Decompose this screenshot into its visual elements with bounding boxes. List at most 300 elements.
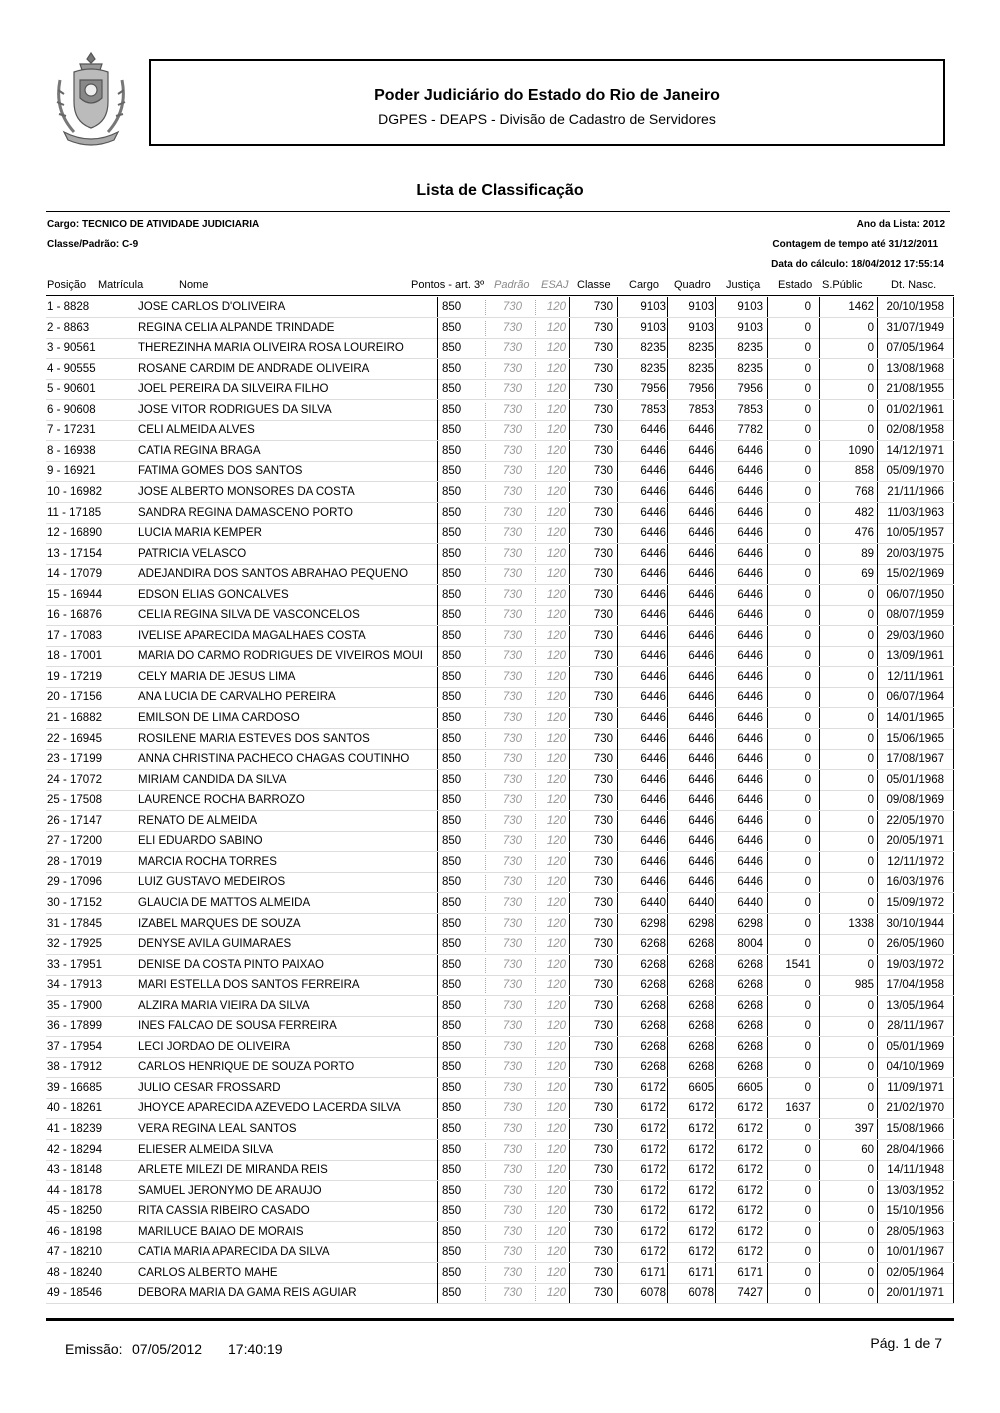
- cell-esaj: 120: [546, 568, 566, 581]
- cell-nome: JOSE ALBERTO MONSORES DA COSTA: [138, 485, 355, 498]
- column-separator: [437, 1160, 438, 1181]
- column-separator: [667, 318, 668, 339]
- cell-cargo: 6172: [640, 1143, 666, 1156]
- ano-lista: Ano da Lista: 2012: [856, 219, 945, 230]
- cell-classe: 730: [593, 629, 613, 642]
- cell-posicao: 19 - 17219: [47, 670, 102, 683]
- column-separator: [569, 1263, 570, 1284]
- cell-posicao: 43 - 18148: [47, 1164, 102, 1177]
- column-separator: [877, 893, 878, 914]
- cell-quadro: 6446: [688, 609, 714, 622]
- cell-cargo: 7853: [640, 403, 666, 416]
- column-separator: [617, 297, 618, 318]
- cell-nome: CELY MARIA DE JESUS LIMA: [138, 670, 296, 683]
- cell-quadro: 6172: [688, 1184, 714, 1197]
- cell-cargo: 6172: [640, 1184, 666, 1197]
- column-separator: [953, 646, 954, 667]
- cell-padrao: 730: [502, 938, 522, 951]
- contagem-tempo: Contagem de tempo até 31/12/2011: [772, 239, 938, 250]
- column-separator-dotted: [535, 464, 536, 479]
- column-separator: [437, 831, 438, 852]
- column-separator: [569, 297, 570, 318]
- column-separator: [953, 461, 954, 482]
- cell-spublic: 0: [867, 958, 874, 971]
- cell-pontos: 850: [442, 876, 462, 889]
- cell-nome: JULIO CESAR FROSSARD: [138, 1081, 281, 1094]
- column-separator-dotted: [485, 1143, 486, 1158]
- cell-spublic: 1338: [848, 917, 874, 930]
- column-separator: [569, 503, 570, 524]
- column-separator: [877, 482, 878, 503]
- column-separator: [819, 359, 820, 380]
- column-separator-dotted: [535, 1245, 536, 1260]
- column-separator: [715, 1016, 716, 1037]
- cell-dtnasc: 10/05/1957: [886, 527, 944, 540]
- cell-classe: 730: [593, 835, 613, 848]
- column-separator: [715, 482, 716, 503]
- cell-pontos: 850: [442, 1081, 462, 1094]
- column-separator-dotted: [485, 670, 486, 685]
- cell-esaj: 120: [546, 896, 566, 909]
- cell-esaj: 120: [546, 814, 566, 827]
- cell-quadro: 6440: [688, 896, 714, 909]
- column-separator: [437, 503, 438, 524]
- column-separator: [819, 400, 820, 421]
- column-separator: [953, 1242, 954, 1263]
- cell-dtnasc: 14/01/1965: [886, 712, 944, 724]
- column-separator-dotted: [535, 321, 536, 336]
- column-separator: [715, 687, 716, 708]
- cell-cargo: 6268: [640, 1061, 666, 1074]
- data-calculo: Data do cálculo: 18/04/2012 17:55:14: [771, 259, 944, 270]
- column-separator: [437, 420, 438, 441]
- cell-cargo: 6268: [640, 1040, 666, 1053]
- cell-classe: 730: [593, 1205, 613, 1218]
- cell-classe: 730: [593, 1184, 613, 1197]
- cell-justica: 6171: [737, 1266, 763, 1279]
- table-row: [0, 379, 1000, 400]
- cell-justica: 6446: [737, 855, 763, 868]
- cell-posicao: 30 - 17152: [47, 896, 102, 909]
- column-separator: [953, 482, 954, 503]
- column-separator: [569, 1119, 570, 1140]
- column-separator: [569, 646, 570, 667]
- cell-quadro: 6446: [688, 588, 714, 601]
- column-separator: [617, 1119, 618, 1140]
- column-separator: [667, 338, 668, 359]
- cell-padrao: 730: [502, 527, 522, 540]
- column-separator: [569, 1057, 570, 1078]
- column-separator-dotted: [485, 917, 486, 932]
- cell-estado: 0: [804, 938, 811, 951]
- column-separator: [617, 482, 618, 503]
- cell-spublic: 0: [867, 855, 874, 868]
- column-separator: [953, 996, 954, 1017]
- cell-classe: 730: [593, 403, 613, 416]
- cell-posicao: 35 - 17900: [47, 999, 102, 1012]
- cell-esaj: 120: [546, 1246, 566, 1259]
- cell-posicao: 11 - 17185: [47, 506, 102, 519]
- cell-nome: VERA REGINA LEAL SANTOS: [138, 1123, 297, 1135]
- cell-pontos: 850: [442, 465, 462, 478]
- cell-padrao: 730: [502, 917, 522, 930]
- column-separator: [667, 996, 668, 1017]
- cell-estado: 0: [804, 876, 811, 889]
- column-separator: [767, 852, 768, 873]
- cell-posicao: 7 - 17231: [47, 424, 96, 437]
- column-separator: [617, 420, 618, 441]
- table-row: [0, 482, 1000, 503]
- column-separator: [819, 1222, 820, 1243]
- cell-esaj: 120: [546, 547, 566, 560]
- cell-nome: RITA CASSIA RIBEIRO CASADO: [138, 1205, 310, 1218]
- cell-quadro: 6446: [688, 855, 714, 868]
- cell-esaj: 120: [546, 301, 566, 313]
- cell-posicao: 46 - 18198: [47, 1225, 102, 1238]
- cell-justica: 8004: [737, 938, 763, 951]
- cell-classe: 730: [593, 342, 613, 355]
- cell-dtnasc: 11/03/1963: [887, 506, 944, 519]
- cell-pontos: 850: [442, 732, 462, 745]
- cell-estado: 0: [804, 588, 811, 601]
- cell-pontos: 850: [442, 794, 462, 807]
- column-separator: [819, 996, 820, 1017]
- cell-nome: DENYSE AVILA GUIMARAES: [138, 938, 292, 951]
- column-separator: [953, 297, 954, 318]
- cell-classe: 730: [593, 321, 613, 334]
- cell-nome: LUCIA MARIA KEMPER: [138, 527, 262, 540]
- column-separator-dotted: [485, 978, 486, 993]
- cell-posicao: 14 - 17079: [47, 568, 102, 581]
- cell-dtnasc: 15/06/1965: [886, 732, 944, 745]
- cell-esaj: 120: [546, 1081, 566, 1094]
- cell-quadro: 6446: [688, 773, 714, 786]
- column-separator-dotted: [485, 526, 486, 541]
- column-separator: [877, 1201, 878, 1222]
- cell-dtnasc: 21/11/1966: [887, 485, 944, 498]
- column-separator: [437, 1222, 438, 1243]
- table-row: [0, 605, 1000, 626]
- column-separator: [617, 955, 618, 976]
- cell-dtnasc: 11/09/1971: [887, 1081, 944, 1094]
- cell-pontos: 850: [442, 362, 462, 375]
- column-separator-dotted: [485, 834, 486, 849]
- cell-spublic: 0: [867, 342, 874, 355]
- cell-pontos: 850: [442, 403, 462, 416]
- column-separator: [715, 1181, 716, 1202]
- column-separator: [617, 1283, 618, 1304]
- cell-quadro: 6446: [688, 444, 714, 457]
- cell-cargo: 6078: [640, 1287, 666, 1300]
- column-separator: [667, 1160, 668, 1181]
- cell-pontos: 850: [442, 444, 462, 457]
- cell-quadro: 6446: [688, 506, 714, 519]
- cell-padrao: 730: [502, 712, 522, 724]
- cell-justica: 6172: [737, 1143, 763, 1156]
- column-separator: [617, 729, 618, 750]
- column-separator: [667, 1057, 668, 1078]
- cell-justica: 6446: [737, 835, 763, 848]
- table-row: [0, 523, 1000, 544]
- column-separator-dotted: [535, 403, 536, 418]
- cell-quadro: 6446: [688, 568, 714, 581]
- cell-dtnasc: 19/03/1972: [886, 958, 944, 971]
- cell-pontos: 850: [442, 814, 462, 827]
- column-separator: [953, 975, 954, 996]
- column-separator: [715, 1263, 716, 1284]
- column-separator: [819, 1119, 820, 1140]
- cell-spublic: 985: [854, 979, 874, 992]
- cell-spublic: 0: [867, 321, 874, 334]
- cell-esaj: 120: [546, 1287, 566, 1300]
- cell-classe: 730: [593, 691, 613, 704]
- column-separator: [715, 1098, 716, 1119]
- cell-pontos: 850: [442, 342, 462, 355]
- column-separator-dotted: [485, 1019, 486, 1034]
- cell-esaj: 120: [546, 1061, 566, 1074]
- column-separator: [617, 544, 618, 565]
- organization-name: Poder Judiciário do Estado do Rio de Janeiro: [374, 87, 720, 104]
- cell-spublic: 0: [867, 1184, 874, 1197]
- cell-quadro: 6171: [688, 1266, 714, 1279]
- column-separator: [767, 318, 768, 339]
- column-separator: [953, 1181, 954, 1202]
- cell-quadro: 8235: [688, 342, 714, 355]
- column-separator: [569, 1242, 570, 1263]
- cell-justica: 6605: [737, 1081, 763, 1094]
- column-separator: [953, 523, 954, 544]
- cell-pontos: 850: [442, 1020, 462, 1033]
- column-separator: [617, 1222, 618, 1243]
- column-separator: [953, 811, 954, 832]
- column-separator: [877, 729, 878, 750]
- cell-justica: 6172: [737, 1123, 763, 1135]
- cell-classe: 730: [593, 1102, 613, 1115]
- cell-esaj: 120: [546, 342, 566, 355]
- cell-padrao: 730: [502, 1040, 522, 1053]
- column-separator: [667, 482, 668, 503]
- cell-classe: 730: [593, 855, 613, 868]
- cell-cargo: 6446: [640, 670, 666, 683]
- cell-spublic: 0: [867, 670, 874, 683]
- column-separator: [667, 1098, 668, 1119]
- column-separator: [877, 687, 878, 708]
- cell-padrao: 730: [502, 1205, 522, 1218]
- column-separator-dotted: [485, 1184, 486, 1199]
- cell-classe: 730: [593, 1143, 613, 1156]
- column-separator: [617, 1098, 618, 1119]
- cell-justica: 6446: [737, 465, 763, 478]
- column-separator: [877, 770, 878, 791]
- column-separator-dotted: [485, 711, 486, 726]
- column-separator: [877, 996, 878, 1017]
- table-row: [0, 1181, 1000, 1202]
- column-separator: [667, 687, 668, 708]
- footer-divider: [46, 1318, 954, 1321]
- cell-esaj: 120: [546, 958, 566, 971]
- column-separator-dotted: [535, 1019, 536, 1034]
- cell-dtnasc: 28/04/1966: [886, 1143, 944, 1156]
- cell-classe: 730: [593, 773, 613, 786]
- cell-cargo: 6446: [640, 691, 666, 704]
- cell-dtnasc: 13/09/1961: [886, 650, 944, 663]
- cell-nome: ADEJANDIRA DOS SANTOS ABRAHAO PEQUENO: [138, 568, 409, 581]
- cell-cargo: 6446: [640, 876, 666, 889]
- cell-nome: IZABEL MARQUES DE SOUZA: [138, 917, 301, 930]
- cell-quadro: 6078: [688, 1287, 714, 1300]
- cell-spublic: 0: [867, 732, 874, 745]
- column-separator: [819, 1016, 820, 1037]
- column-separator: [953, 749, 954, 770]
- cell-cargo: 6446: [640, 506, 666, 519]
- cell-posicao: 16 - 16876: [47, 609, 102, 622]
- cell-classe: 730: [593, 1266, 613, 1279]
- column-separator: [667, 461, 668, 482]
- column-separator: [715, 729, 716, 750]
- cell-justica: 7956: [737, 383, 763, 396]
- column-separator: [715, 564, 716, 585]
- column-separator: [437, 585, 438, 606]
- column-separator: [715, 1242, 716, 1263]
- cell-cargo: 6446: [640, 753, 666, 766]
- column-separator: [667, 297, 668, 318]
- cell-padrao: 730: [502, 753, 522, 766]
- cell-justica: 6446: [737, 629, 763, 642]
- table-row: [0, 318, 1000, 339]
- column-separator-dotted: [535, 1101, 536, 1116]
- column-separator-dotted: [535, 444, 536, 459]
- cell-classe: 730: [593, 1081, 613, 1094]
- cell-esaj: 120: [546, 629, 566, 642]
- cell-posicao: 33 - 17951: [47, 958, 102, 971]
- cell-pontos: 850: [442, 1225, 462, 1238]
- cell-esaj: 120: [546, 938, 566, 951]
- table-row: [0, 420, 1000, 441]
- col-quadro: Quadro: [674, 279, 711, 291]
- cell-pontos: 850: [442, 506, 462, 519]
- column-separator: [953, 1201, 954, 1222]
- column-separator: [437, 749, 438, 770]
- column-separator: [877, 461, 878, 482]
- column-separator: [715, 667, 716, 688]
- cell-nome: ROSILENE MARIA ESTEVES DOS SANTOS: [138, 732, 370, 745]
- cell-esaj: 120: [546, 1020, 566, 1033]
- cell-posicao: 31 - 17845: [47, 917, 102, 930]
- column-separator: [569, 420, 570, 441]
- column-separator-dotted: [485, 793, 486, 808]
- column-separator: [437, 359, 438, 380]
- column-separator: [953, 1160, 954, 1181]
- cell-padrao: 730: [502, 485, 522, 498]
- column-separator: [667, 1242, 668, 1263]
- column-separator: [953, 872, 954, 893]
- cell-estado: 0: [804, 855, 811, 868]
- table-row: [0, 770, 1000, 791]
- cell-padrao: 730: [502, 403, 522, 416]
- column-separator: [715, 359, 716, 380]
- column-separator: [569, 831, 570, 852]
- cell-nome: SANDRA REGINA DAMASCENO PORTO: [138, 506, 353, 519]
- column-separator: [437, 523, 438, 544]
- column-separator: [877, 1037, 878, 1058]
- column-separator: [877, 1140, 878, 1161]
- table-row: [0, 667, 1000, 688]
- cell-estado: 0: [804, 1184, 811, 1197]
- cell-pontos: 850: [442, 958, 462, 971]
- cell-cargo: 6172: [640, 1205, 666, 1218]
- cell-posicao: 20 - 17156: [47, 691, 102, 704]
- column-separator: [715, 338, 716, 359]
- cell-justica: 8235: [737, 362, 763, 375]
- column-separator-dotted: [535, 1081, 536, 1096]
- cell-classe: 730: [593, 917, 613, 930]
- column-separator: [819, 646, 820, 667]
- cell-padrao: 730: [502, 1123, 522, 1135]
- column-separator-dotted: [535, 567, 536, 582]
- table-row: [0, 749, 1000, 770]
- column-separator: [953, 852, 954, 873]
- column-separator: [667, 585, 668, 606]
- column-separator: [953, 1119, 954, 1140]
- column-separator: [877, 605, 878, 626]
- cell-padrao: 730: [502, 547, 522, 560]
- column-separator: [767, 831, 768, 852]
- cell-quadro: 6298: [688, 917, 714, 930]
- cell-quadro: 6268: [688, 1061, 714, 1074]
- column-separator: [877, 359, 878, 380]
- column-separator: [667, 1016, 668, 1037]
- column-separator-dotted: [535, 958, 536, 973]
- cell-quadro: 6446: [688, 650, 714, 663]
- cell-posicao: 3 - 90561: [47, 342, 96, 355]
- column-separator: [877, 564, 878, 585]
- column-separator: [767, 1222, 768, 1243]
- column-separator: [437, 914, 438, 935]
- column-separator: [617, 1160, 618, 1181]
- cell-spublic: 89: [861, 547, 874, 560]
- column-separator: [437, 1242, 438, 1263]
- column-separator: [953, 503, 954, 524]
- cell-nome: RENATO DE ALMEIDA: [138, 814, 258, 827]
- column-separator-dotted: [485, 773, 486, 788]
- cell-classe: 730: [593, 958, 613, 971]
- cell-esaj: 120: [546, 691, 566, 704]
- column-separator: [953, 605, 954, 626]
- column-separator-dotted: [535, 711, 536, 726]
- column-separator: [877, 1263, 878, 1284]
- column-separator-dotted: [485, 958, 486, 973]
- col-posicao: Posição: [47, 279, 87, 291]
- cell-justica: 6446: [737, 650, 763, 663]
- cell-esaj: 120: [546, 999, 566, 1012]
- column-separator-dotted: [485, 588, 486, 603]
- cell-posicao: 1 - 8828: [47, 301, 90, 313]
- column-separator: [819, 852, 820, 873]
- cell-pontos: 850: [442, 485, 462, 498]
- cell-classe: 730: [593, 1164, 613, 1177]
- column-separator: [767, 1283, 768, 1304]
- cell-nome: ALZIRA MARIA VIEIRA DA SILVA: [138, 999, 310, 1012]
- column-separator: [667, 1283, 668, 1304]
- cell-dtnasc: 06/07/1950: [886, 588, 944, 601]
- cell-cargo: 6446: [640, 629, 666, 642]
- cell-padrao: 730: [502, 1020, 522, 1033]
- column-separator: [437, 646, 438, 667]
- cell-justica: 6446: [737, 444, 763, 457]
- cell-padrao: 730: [502, 1081, 522, 1094]
- cell-pontos: 850: [442, 1184, 462, 1197]
- cell-quadro: 6172: [688, 1123, 714, 1135]
